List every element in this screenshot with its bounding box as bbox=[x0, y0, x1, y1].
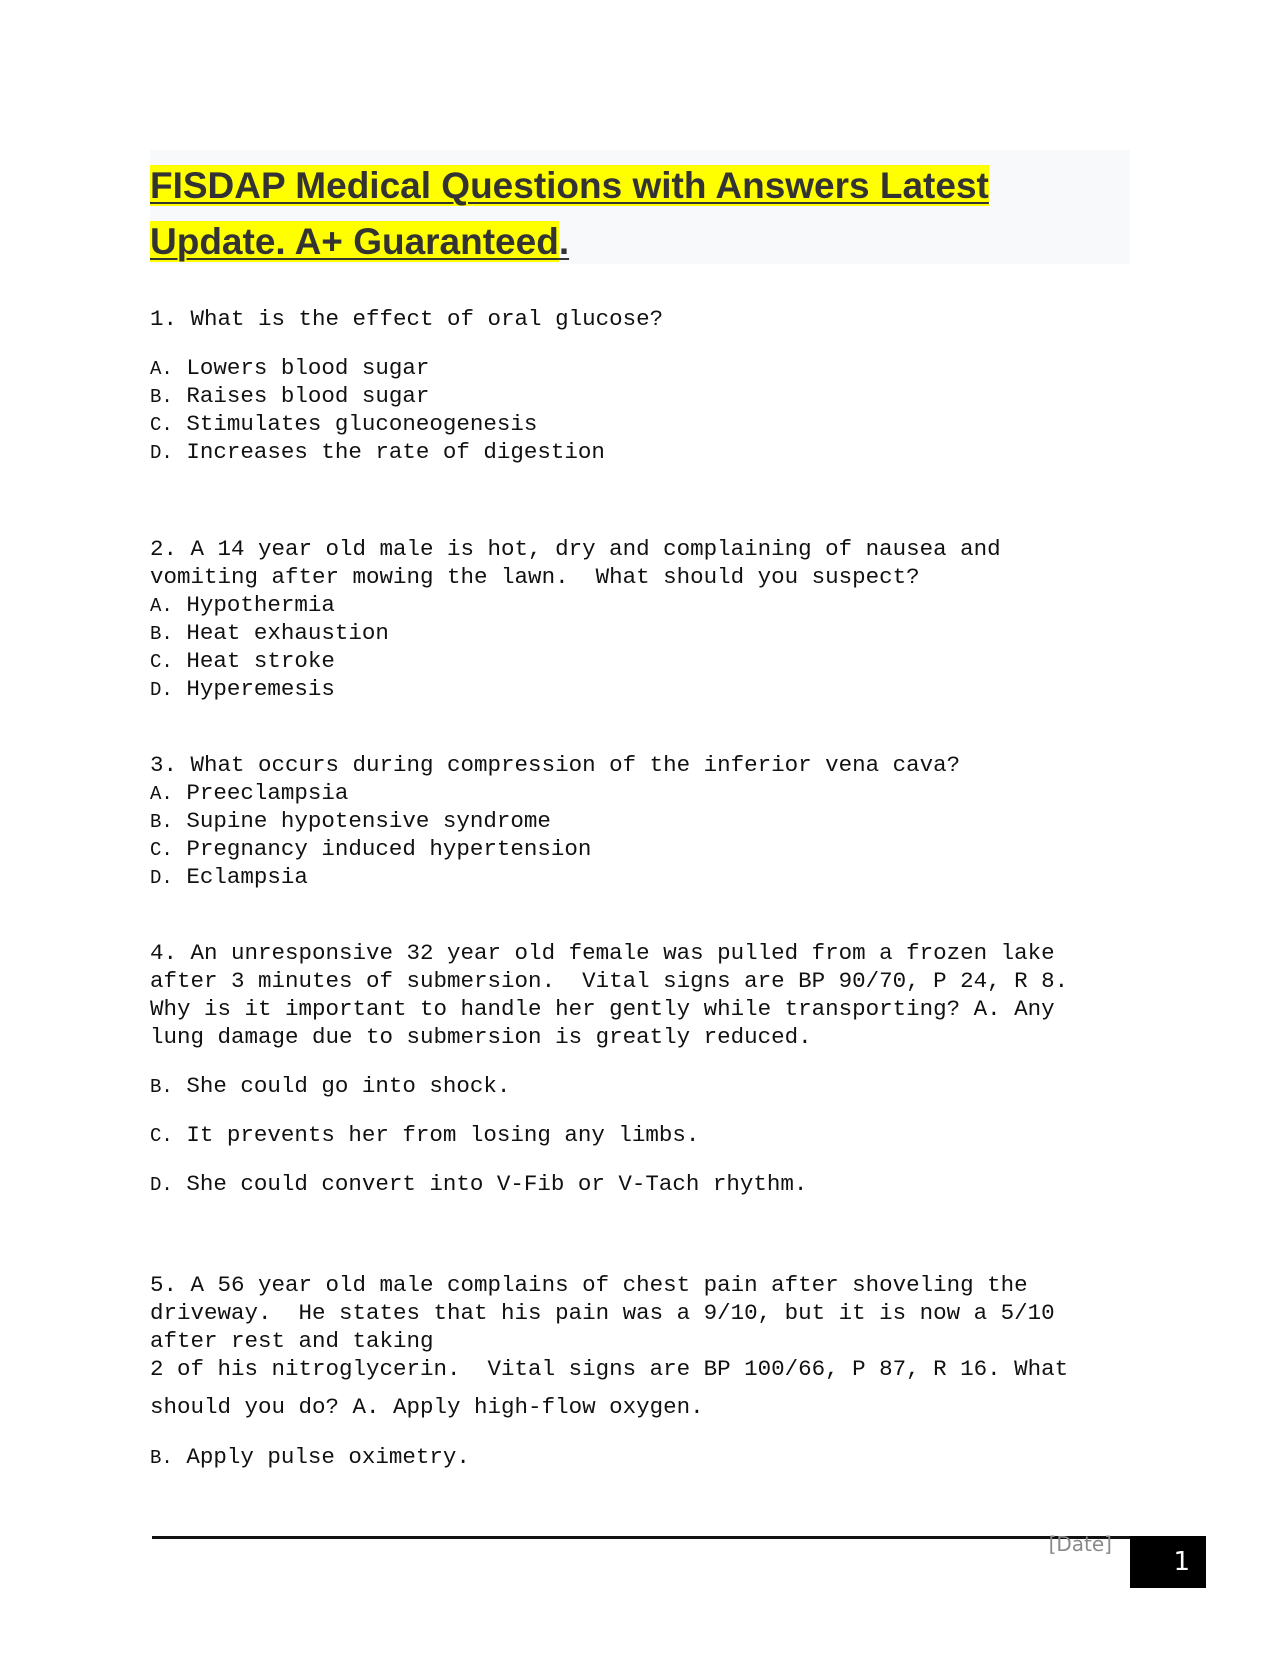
question-2-stem-line-2: vomiting after mowing the lawn. What should you suspect? bbox=[150, 564, 920, 590]
question-3-stem: 3. What occurs during compression of the inferior vena cava? bbox=[150, 752, 961, 778]
title-line-1: FISDAP Medical Questions with Answers Latest bbox=[150, 165, 989, 206]
question-5-stem: 5. A 56 year old male complains of chest pain after shoveling the bbox=[150, 1272, 1028, 1298]
question-5-option-b: B. Apply pulse oximetry. bbox=[150, 1444, 470, 1470]
question-3-option-a: A. Preeclampsia bbox=[150, 780, 349, 806]
question-1-option-d: D. Increases the rate of digestion bbox=[150, 439, 605, 465]
question-3-option-b: B. Supine hypotensive syndrome bbox=[150, 808, 551, 834]
question-4-option-d: D. She could convert into V-Fib or V-Tach rhythm. bbox=[150, 1171, 808, 1197]
question-4-stem: 4. An unresponsive 32 year old female was pulled from a frozen lake bbox=[150, 940, 1055, 966]
question-5-stem-line-3: after rest and taking bbox=[150, 1328, 434, 1354]
footer-rule bbox=[152, 1536, 1204, 1539]
document-title bbox=[150, 158, 1050, 270]
question-5-stem-line-4: 2 of his nitroglycerin. Vital signs are BP 100/66, P 87, R 16. What bbox=[150, 1356, 1069, 1382]
question-4-stem-line-3: Why is it important to handle her gently while transporting? A. Any bbox=[150, 996, 1055, 1022]
question-4-option-b: B. She could go into shock. bbox=[150, 1073, 511, 1099]
question-2-option-c: C. Heat stroke bbox=[150, 648, 335, 674]
page-number-box bbox=[1130, 1536, 1206, 1588]
question-2-option-b: B. Heat exhaustion bbox=[150, 620, 389, 646]
question-3-option-d: D. Eclampsia bbox=[150, 864, 308, 890]
question-4-option-c: C. It prevents her from losing any limbs. bbox=[150, 1122, 700, 1148]
title-line-2: Update. A+ Guaranteed bbox=[150, 221, 559, 262]
question-3-option-c: C. Pregnancy induced hypertension bbox=[150, 836, 592, 862]
question-1-option-c: C. Stimulates gluconeogenesis bbox=[150, 411, 538, 437]
question-4-stem-line-2: after 3 minutes of submersion. Vital signs are BP 90/70, P 24, R 8. bbox=[150, 968, 1069, 994]
question-2-option-d: D. Hyperemesis bbox=[150, 676, 335, 702]
question-1-stem: 1. What is the effect of oral glucose? bbox=[150, 306, 664, 332]
question-2-option-a: A. Hypothermia bbox=[150, 592, 335, 618]
question-1-option-a: A. Lowers blood sugar bbox=[150, 355, 430, 381]
question-5-stem-line-5: should you do? A. Apply high-flow oxygen. bbox=[150, 1394, 704, 1420]
footer-date: [Date] bbox=[1048, 1532, 1112, 1556]
page-number: 1 bbox=[1173, 1547, 1190, 1577]
title-period: . bbox=[558, 221, 570, 262]
question-1-option-b: B. Raises blood sugar bbox=[150, 383, 430, 409]
question-2-stem: 2. A 14 year old male is hot, dry and complaining of nausea and bbox=[150, 536, 1001, 562]
question-4-stem-line-4: lung damage due to submersion is greatly reduced. bbox=[150, 1024, 812, 1050]
question-5-stem-line-2: driveway. He states that his pain was a 9/10, but it is now a 5/10 bbox=[150, 1300, 1055, 1326]
